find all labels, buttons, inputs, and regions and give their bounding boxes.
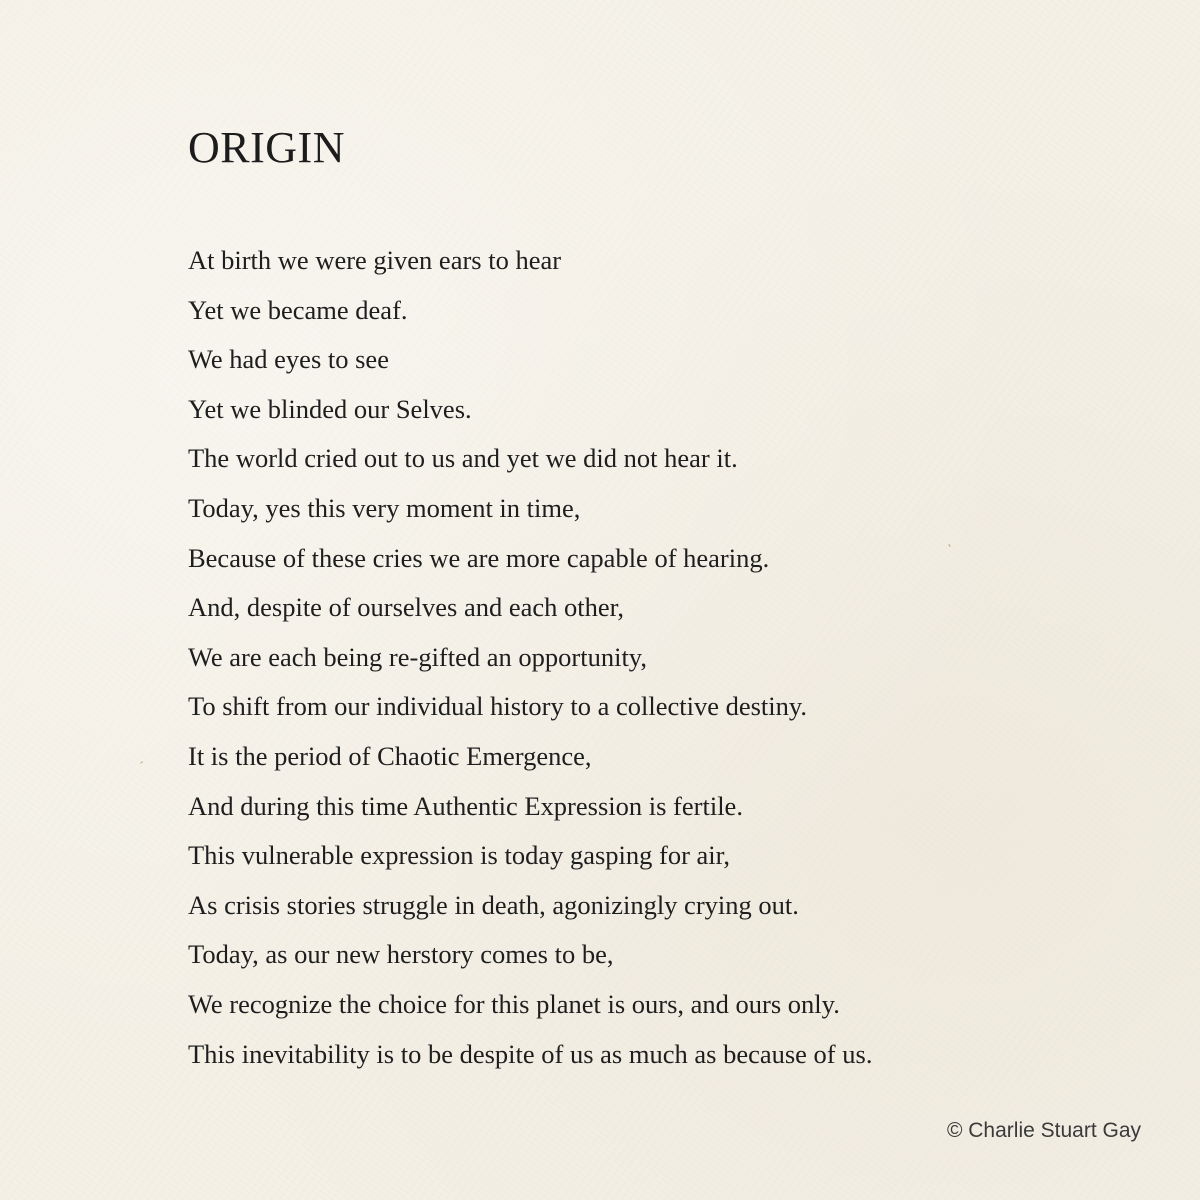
poem-line: This vulnerable expression is today gasping for air,: [188, 840, 731, 871]
poem-line: This inevitability is to be despite of us as much as because of us.: [188, 1038, 873, 1069]
poem-line: We are each being re-gifted an opportunity,: [188, 641, 647, 672]
poem-line: The world cried out to us and yet we did not hear it.: [188, 443, 738, 474]
paper-fleck: [140, 761, 143, 764]
poem-line: Yet we became deaf.: [188, 294, 408, 325]
poem-line: Because of these cries we are more capable of hearing.: [188, 542, 770, 573]
poem-line: Today, as our new herstory comes to be,: [188, 939, 614, 970]
poem-line: Today, yes this very moment in time,: [188, 492, 581, 523]
poem-line: At birth we were given ears to hear: [188, 245, 562, 275]
poem-line: We recognize the choice for this planet is ours, and ours only.: [188, 988, 840, 1019]
poem-line: Yet we blinded our Selves.: [188, 393, 472, 424]
poem-line: It is the period of Chaotic Emergence,: [188, 740, 592, 771]
poem-title: ORIGIN: [188, 123, 345, 172]
poem-line: As crisis stories struggle in death, agonizingly crying out.: [188, 889, 799, 920]
poem-body: [188, 236, 1148, 1079]
poem-line: And during this time Authentic Expression is fertile.: [188, 790, 743, 821]
poem-line: To shift from our individual history to a collective destiny.: [188, 691, 808, 722]
poem-line: We had eyes to see: [188, 344, 389, 375]
copyright-notice: © Charlie Stuart Gay: [946, 1119, 1141, 1142]
poem-line: And, despite of ourselves and each other,: [188, 592, 625, 623]
